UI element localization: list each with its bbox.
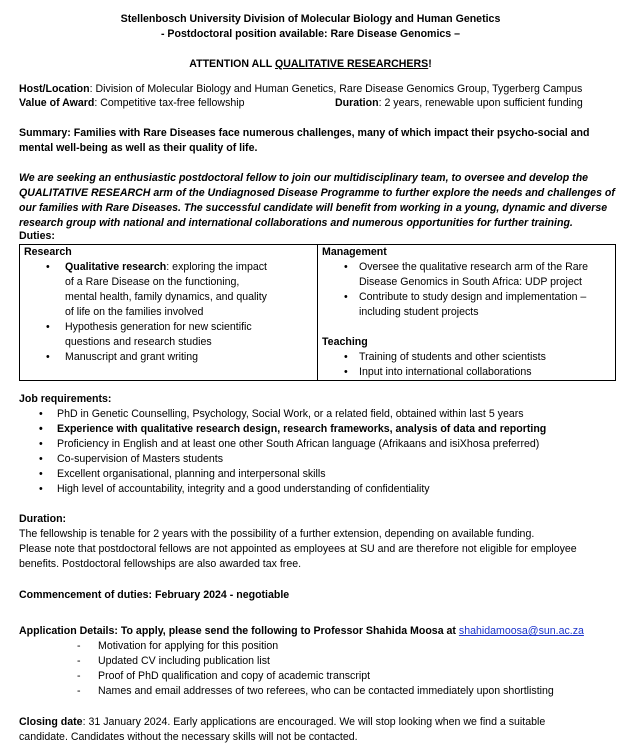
institution-title: Stellenbosch University Division of Molecular Biology and Human Genetics: [120, 13, 501, 25]
research-cell: [20, 245, 318, 381]
duration-label: Duration: [335, 97, 379, 109]
summary-line-2: mental well-being as well as their quality of life.: [19, 142, 258, 154]
application-line: [19, 624, 584, 639]
attention-underlined: QUALITATIVE RESEARCHERS: [274, 58, 429, 70]
requirement-item: [37, 467, 546, 482]
duration-line: [335, 96, 583, 111]
closing-text-1: : 31 January 2024. Early applications are encouraged. We will stop looking when we find a suitable: [82, 716, 546, 728]
requirement-text: PhD in Genetic Counselling, Psychology, Social Work, or a related field, obtained within last 5 years: [57, 408, 524, 420]
requirement-item: [37, 452, 546, 467]
award-label: Value of Award: [19, 97, 95, 109]
duration-text-1: The fellowship is tenable for 2 years with the possibility of a further extension, depending on available funding.: [19, 528, 535, 540]
intro-line-3: our families with Rare Diseases. The successful candidate will benefit from working in a young, dynamic and diverse: [19, 202, 608, 214]
intro-line-2: QUALITATIVE RESEARCH arm of the Undiagnosed Disease Programme to further explore the needs and challenges of: [19, 187, 615, 199]
award-value: : Competitive tax-free fellowship: [94, 97, 245, 109]
teaching-title: Teaching: [322, 336, 368, 348]
management-item: • Oversee the qualitative research arm of the Rare Disease Genomics in South Africa: UDP project: [322, 260, 592, 290]
host-label: Host/Location: [19, 83, 90, 95]
commencement-line: Commencement of duties: February 2024 - negotiable: [19, 589, 290, 601]
duration-heading: Duration:: [19, 513, 67, 525]
summary-line-1: Summary: Families with Rare Diseases face numerous challenges, many of which impact their psycho-social and: [19, 127, 590, 139]
requirements-list: [37, 407, 546, 497]
management-list: [322, 260, 592, 320]
requirement-text: Experience with qualitative research design, research frameworks, analysis of data and reporting: [57, 423, 547, 435]
attention-prefix: ATTENTION ALL: [189, 58, 275, 70]
duties-table: [19, 244, 616, 381]
research-list: [24, 260, 269, 365]
requirement-text: Excellent organisational, planning and interpersonal skills: [57, 468, 326, 480]
intro-line-1: We are seeking an enthusiastic postdoctoral fellow to join our multidisciplinary team, to oversee and develop the: [19, 172, 589, 184]
research-item: [24, 260, 269, 320]
attention-heading: [0, 57, 621, 72]
position-subtitle: - Postdoctoral position available: Rare Disease Genomics –: [160, 28, 461, 40]
research-item: • Hypothesis generation for new scientific questions and research studies: [24, 320, 269, 350]
application-list: [19, 639, 554, 699]
application-item: - Names and email addresses of two referees, who can be contacted immediately upon shortlisting: [19, 684, 554, 699]
teaching-item: • Input into international collaborations: [322, 365, 592, 380]
research-item: • Manuscript and grant writing: [24, 350, 269, 365]
application-intro: Application Details: To apply, please send the following to Professor Shahida Moosa at: [19, 625, 459, 637]
intro-line-4: research group with national and international collaborations and numerous opportunities for further training.: [19, 217, 573, 229]
management-teaching-cell: [318, 245, 616, 381]
host-value: : Division of Molecular Biology and Human Genetics, Rare Disease Genomics Group, Tygerberg Campus: [89, 83, 583, 95]
teaching-item: • Training of students and other scientists: [322, 350, 592, 365]
teaching-list: [322, 350, 592, 380]
research-item-1-rest: : exploring the impact of a Rare Disease on the functioning, mental health, family dynamics, and quality of life on the families involved: [65, 261, 267, 318]
closing-line-2: candidate. Candidates without the necessary skills will not be contacted.: [19, 731, 358, 743]
email-link[interactable]: shahidamoosa@sun.ac.za: [458, 625, 584, 637]
duration-value: : 2 years, renewable upon sufficient funding: [378, 97, 583, 109]
requirement-text: High level of accountability, integrity and a good understanding of confidentiality: [57, 483, 430, 495]
attention-suffix: !: [428, 58, 432, 70]
management-item: • Contribute to study design and implementation – including student projects: [322, 290, 592, 320]
research-title: Research: [24, 246, 72, 258]
requirement-item: [37, 422, 546, 437]
application-item: - Proof of PhD qualification and copy of academic transcript: [19, 669, 554, 684]
requirement-text: Co-supervision of Masters students: [57, 453, 224, 465]
duties-heading: Duties:: [19, 230, 55, 242]
award-line: [19, 96, 245, 111]
closing-line-1: [19, 715, 545, 730]
requirement-item: [37, 482, 546, 497]
application-item: - Updated CV including publication list: [19, 654, 554, 669]
host-location-line: [19, 82, 582, 97]
application-item: - Motivation for applying for this position: [19, 639, 554, 654]
duration-text-3: benefits. Postdoctoral fellowships are also awarded tax free.: [19, 558, 302, 570]
requirement-text: Proficiency in English and at least one other South African language (Afrikaans and isiXhosa preferred): [57, 438, 540, 450]
management-title: Management: [322, 246, 387, 258]
requirement-item: [37, 437, 546, 452]
requirements-heading: Job requirements:: [19, 393, 112, 405]
research-item-1-bold: Qualitative research: [65, 261, 167, 273]
requirement-item: [37, 407, 546, 422]
closing-label: Closing date: [19, 716, 83, 728]
duration-text-2: Please note that postdoctoral fellows are not appointed as employees at SU and are therefore not eligible for employee: [19, 543, 577, 555]
